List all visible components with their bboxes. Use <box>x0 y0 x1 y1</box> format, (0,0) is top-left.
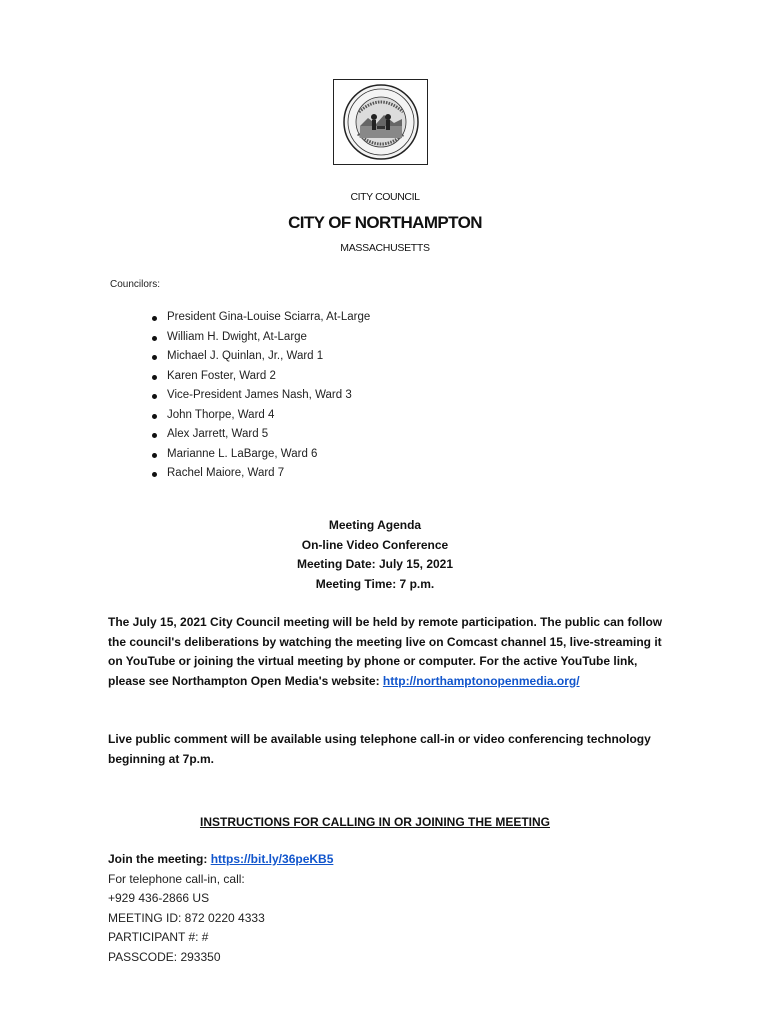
join-meeting-link[interactable]: https://bit.ly/36peKB5 <box>210 852 334 866</box>
list-item: Alex Jarrett, Ward 5 <box>150 428 370 448</box>
list-item: Marianne L. LaBarge, Ward 6 <box>150 448 370 468</box>
list-item: John Thorpe, Ward 4 <box>150 409 370 429</box>
meeting-id: MEETING ID: 872 0220 4333 <box>108 910 265 925</box>
agenda-date: Meeting Date: July 15, 2021 <box>296 557 454 571</box>
councilors-list <box>150 311 370 487</box>
city-seal-logo <box>338 82 424 162</box>
page-title: CITY OF NORTHAMPTON <box>288 213 482 232</box>
public-comment-paragraph: Live public comment will be available using telephone call-in or video conferencing technology beginning at 7p.m. <box>108 732 651 766</box>
list-item: President Gina-Louise Sciarra, At-Large <box>150 311 370 331</box>
agenda-time: Meeting Time: 7 p.m. <box>315 576 435 591</box>
agenda-title: Meeting Agenda <box>328 518 422 532</box>
city-seal-frame <box>333 79 428 165</box>
phone-intro: For telephone call-in, call: <box>108 871 245 886</box>
join-line <box>108 852 333 872</box>
phone-number: +929 436-2866 US <box>108 891 210 905</box>
list-item: Karen Foster, Ward 2 <box>150 370 370 390</box>
state-label: MASSACHUSETTS <box>340 242 430 254</box>
website-link[interactable]: http://northamptonopenmedia.org/ <box>382 673 580 688</box>
passcode: PASSCODE: 293350 <box>108 949 221 964</box>
participation-text: The July 15, 2021 City Council meeting will be held by remote participation. The public can follow the council's deliberations by watching the meeting live on Comcast channel 15, live-streaming it on YouTube or joining the virtual meeting by phone or computer. For the active YouTube link, please see Northampton Open Media's website: <box>108 615 663 688</box>
join-details <box>108 852 333 969</box>
councilors-label: Councilors: <box>110 279 161 290</box>
list-item: Rachel Maiore, Ward 7 <box>150 467 370 487</box>
participation-paragraph <box>108 613 668 691</box>
list-item: Michael J. Quinlan, Jr., Ward 1 <box>150 350 370 370</box>
participant-number: PARTICIPANT #: # <box>108 930 209 944</box>
instructions-heading: INSTRUCTIONS FOR CALLING IN OR JOINING THE MEETING <box>199 815 550 829</box>
council-label: CITY COUNCIL <box>350 191 420 203</box>
list-item: Vice-President James Nash, Ward 3 <box>150 389 370 409</box>
join-label: Join the meeting: <box>108 852 211 866</box>
agenda-block <box>0 518 750 596</box>
agenda-format: On-line Video Conference <box>301 537 449 552</box>
list-item: William H. Dwight, At-Large <box>150 331 370 351</box>
